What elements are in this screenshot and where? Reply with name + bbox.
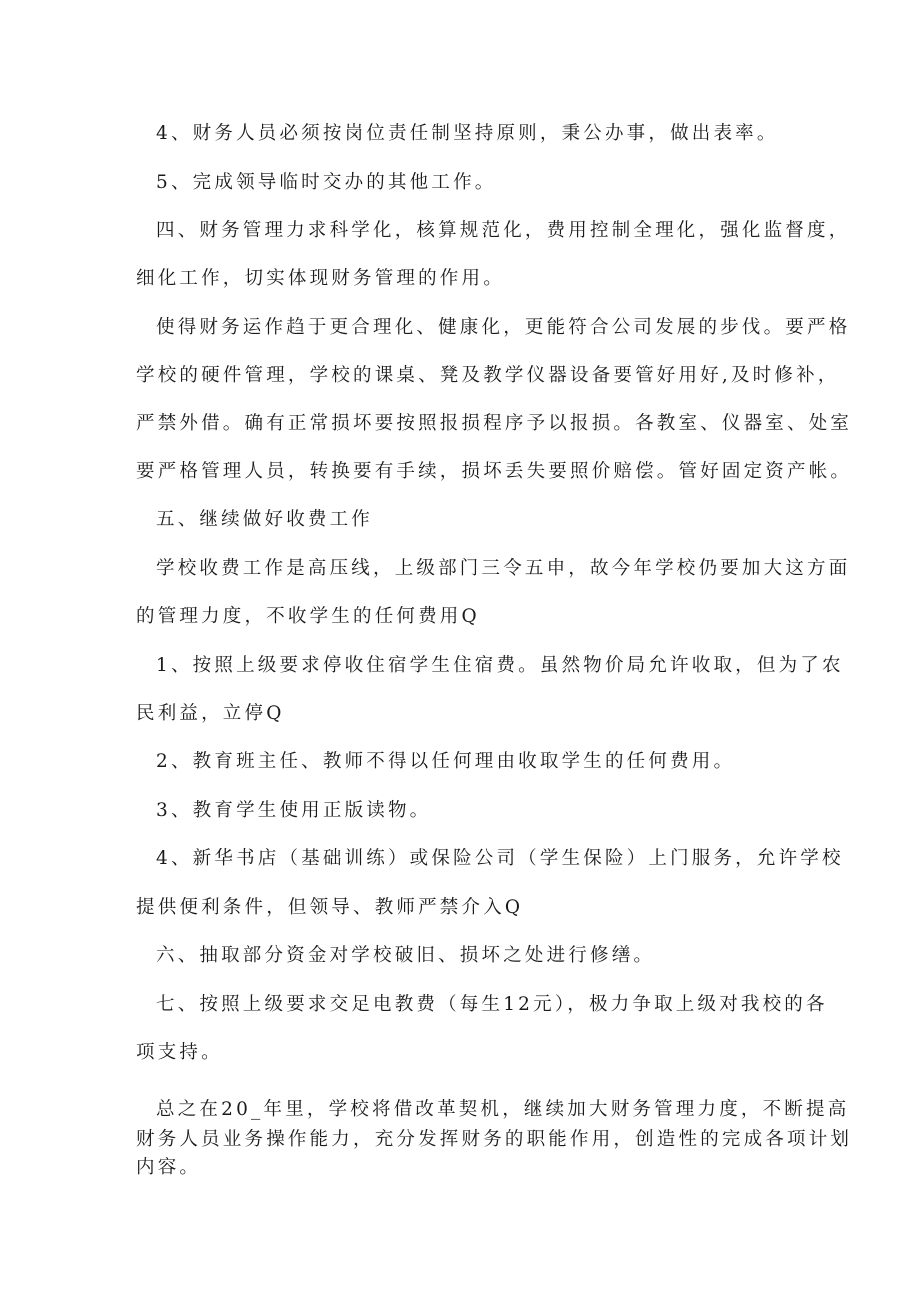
- paragraph-line: 总之在20_年里，学校将借改革契机，继续加大财务管理力度，不断提高: [156, 1099, 850, 1120]
- paragraph-line: 要严格管理人员，转换要有手续，损坏丢失要照价赔偿。管好固定资产帐。: [136, 461, 853, 482]
- paragraph-line: 项支持。: [136, 1042, 223, 1063]
- paragraph-line: 内容。: [136, 1157, 202, 1178]
- paragraph-line: 5、完成领导临时交办的其他工作。: [156, 172, 497, 193]
- paragraph-line: 2、教育班主任、教师不得以任何理由收取学生的任何费用。: [156, 751, 736, 772]
- paragraph-line: 学校的硬件管理，学校的课桌、凳及教学仪器设备要管好用好,及时修补，: [136, 365, 840, 386]
- paragraph-line: 4、新华书店（基础训练）或保险公司（学生保险）上门服务，允许学校: [156, 848, 844, 869]
- paragraph-line: 财务人员业务操作能力，充分发挥财务的职能作用，创造性的完成各项计划: [136, 1129, 853, 1150]
- paragraph-line: 严禁外借。确有正常损坏要按照报损程序予以报损。各教室、仪器室、处室: [136, 413, 853, 434]
- section-heading: 六、抽取部分资金对学校破旧、损坏之处进行修缮。: [156, 945, 656, 966]
- paragraph-line: 4、财务人员必须按岗位责任制坚持原则，秉公办事，做出表率。: [156, 123, 779, 144]
- paragraph-line: 民利益，立停Q: [136, 703, 285, 724]
- paragraph-line: 3、教育学生使用正版读物。: [156, 800, 432, 821]
- paragraph-line: 使得财务运作趋于更合理化、健康化，更能符合公司发展的步伐。要严格: [156, 317, 851, 338]
- paragraph-line: 1、按照上级要求停收住宿学生住宿费。虽然物价局允许收取，但为了农: [156, 655, 844, 676]
- section-heading: 五、继续做好收费工作: [156, 509, 374, 530]
- paragraph-line: 学校收费工作是高压线，上级部门三令五申，故今年学校仍要加大这方面: [156, 558, 851, 579]
- paragraph-line: 提供便利条件，但领导、教师严禁介入Q: [136, 897, 524, 918]
- paragraph-line: 的管理力度，不收学生的任何费用Q: [136, 606, 480, 627]
- paragraph-line: 四、财务管理力求科学化，核算规范化，费用控制全理化，强化监督度，: [156, 220, 851, 241]
- section-heading: 七、按照上级要求交足电教费（每生12元），极力争取上级对我校的各: [156, 994, 828, 1015]
- paragraph-line: 细化工作，切实体现财务管理的作用。: [136, 268, 505, 289]
